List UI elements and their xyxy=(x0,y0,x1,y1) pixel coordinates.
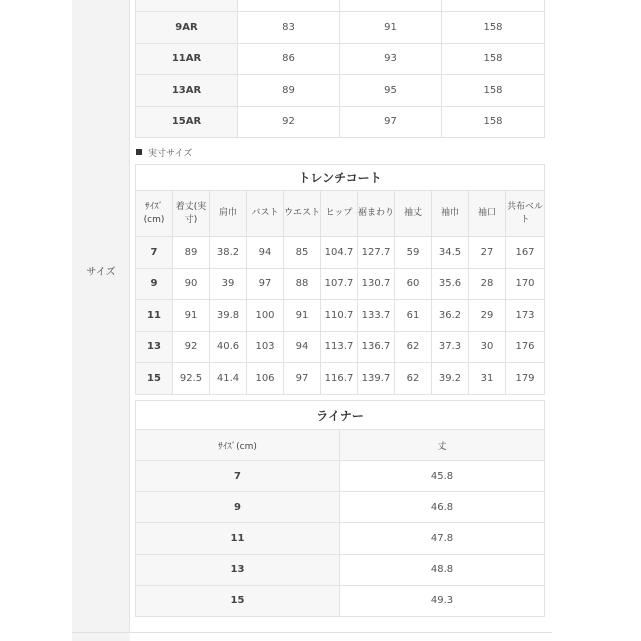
column-header: ｻｲｽﾞ(cm) xyxy=(136,191,173,237)
column-header: 着丈(実寸) xyxy=(173,191,210,237)
row-size-cell: 11AR xyxy=(136,43,238,74)
column-header: ヒップ xyxy=(321,191,358,237)
table-row: 9 90 39 97 88 107.7 130.7 60 35.6 28 170 xyxy=(136,268,545,300)
column-header: 共布ベルト xyxy=(506,191,545,237)
table-row: 13 92 40.6 103 94 113.7 136.7 62 37.3 30 176 xyxy=(136,331,545,363)
table-header-row xyxy=(136,191,545,237)
liner-title: ライナー xyxy=(136,401,545,430)
table-row: 9 46.8 xyxy=(136,492,545,523)
column-header: ｻｲｽﾞ(cm) xyxy=(136,430,340,461)
divider xyxy=(72,632,552,641)
table-row: 11 91 39.8 100 91 110.7 133.7 61 36.2 29 173 xyxy=(136,300,545,332)
table-row: 13AR 89 95 158 xyxy=(136,75,545,106)
table-row xyxy=(136,0,545,12)
row-size-cell: 13AR xyxy=(136,75,238,106)
table-row: 15 92.5 41.4 106 97 116.7 139.7 62 39.2 31 179 xyxy=(136,363,545,395)
trench-coat-table xyxy=(135,164,545,395)
table-row: 9AR 83 91 158 xyxy=(136,12,545,43)
column-header: バスト xyxy=(247,191,284,237)
table-row: 11 47.8 xyxy=(136,523,545,554)
liner-table xyxy=(135,400,545,617)
table-row: 7 45.8 xyxy=(136,461,545,492)
table-row: 13 48.8 xyxy=(136,554,545,585)
table-row: 7 89 38.2 94 85 104.7 127.7 59 34.5 27 167 xyxy=(136,237,545,269)
column-header: 袖丈 xyxy=(395,191,432,237)
label-column xyxy=(72,0,130,641)
actual-size-note: 実寸サイズ xyxy=(136,146,192,159)
square-bullet-icon xyxy=(136,149,142,155)
table-header-row xyxy=(136,430,545,461)
row-size-cell: 15AR xyxy=(136,106,238,137)
column-header: ウエスト xyxy=(284,191,321,237)
table-row: 11AR 86 93 158 xyxy=(136,43,545,74)
table-row: 15AR 92 97 158 xyxy=(136,106,545,137)
row-size-cell: 9AR xyxy=(136,12,238,43)
suit-size-table xyxy=(135,0,545,138)
column-header: 袖口 xyxy=(469,191,506,237)
column-header: 丈 xyxy=(340,430,545,461)
column-header: 裾まわり xyxy=(358,191,395,237)
column-header: 肩巾 xyxy=(210,191,247,237)
size-section-label: サイズ xyxy=(86,267,116,278)
column-header: 袖巾 xyxy=(432,191,469,237)
trench-coat-title: トレンチコート xyxy=(136,165,545,191)
table-row: 15 49.3 xyxy=(136,585,545,616)
